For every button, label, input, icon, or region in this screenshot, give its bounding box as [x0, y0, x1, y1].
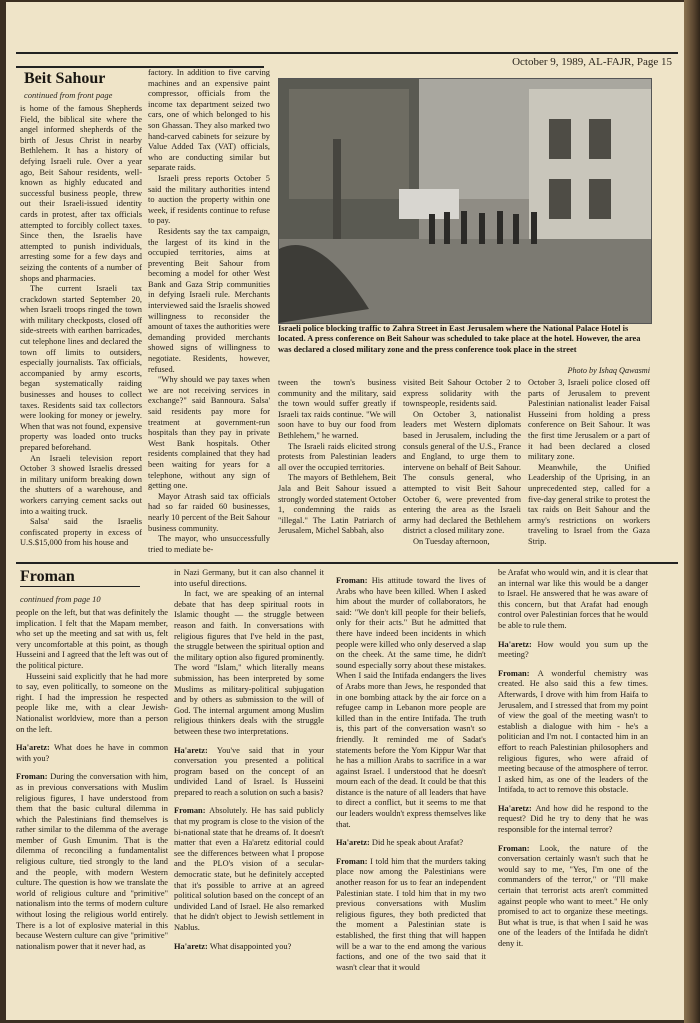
paragraph: The mayor, who unsuccessfully tried to mediate be-: [148, 534, 270, 554]
paragraph: Husseini said explicitly that he had more to say, even politically, to someone on the right. I had the impression he respected people like me, with a clear Jewish-Nationalist worldview, more than a person on the left.: [16, 671, 168, 734]
paragraph: visited Beit Sahour October 2 to express solidarity with the townspeople, residents said.: [403, 378, 521, 409]
speech-text: His attitude toward the lives of Arabs who have been killed. When I asked him about the murder of collaborators, he said: "We don't kill people for their beliefs, only for their acts." But he admitted that there have indeed been incidents in which people were killed who only deserved a slap on the cheek. At the same time, he didn't sound especially sorry about these mistakes. When I said the Intifada endangers the lives of Arabs more than Jews, he responded that in one bombing attack by the air force on a refugee camp in Lebanon more people are killed than in the entire Intifada. The truth is, this part of the conversation wasn't so friendly. It reminded me of Sadat's statements before the Yom Kippur War that he has a million Arabs to sacrifice in a war against Israel. I understood that he doesn't mourn each of the dead. It could be that this distance is the nature of all leaders that have to direct a conflict, but it seems to me that our leaders wouldn't express themselves like that.: [336, 576, 486, 829]
page-header: [16, 52, 678, 72]
paragraph: factory. In addition to five carving machines and an expensive paint compressor, officials from the income tax department seized two cars, one of which belonged to his son Ghassan. They also marked two hand-carved cabinets for seizure by Value Added Tax (VAT) officials, who are conducting similar but separate raids.: [148, 68, 270, 173]
speaker-label: Froman:: [336, 856, 371, 866]
speaker-label: Ha'aretz:: [174, 745, 217, 755]
paragraph: people on the left, but that was definitely the implication. I felt that the Mapam member, who set up the meeting and sat with us, felt very uncomfortable at this point, as though Husseini and I agreed that the left was out of the political picture.: [16, 608, 168, 670]
speech-text: Did he speak about Arafat?: [371, 838, 464, 848]
beit-sahour-headline: Beit Sahour: [24, 70, 106, 87]
paragraph: is home of the famous Shepherds Field, the biblical site where the angel informed shepherds of the birth of Jesus Christ in nearby Bethlehem. It has a history of defying Israeli rule. Over a year ago, Beit Sahour residents, well-known as highly educated and successful business people, threw out their Israeli-issued identity cards in protest, after tax officials attempted to forcibly collect taxes. Since then, the Israelis have attempted to punish individuals, arresting some for a few days and seizing the contents of a number of shops and pharmacies.: [20, 104, 142, 283]
interview-exchange: [498, 669, 648, 796]
speaker-label: Froman:: [174, 806, 210, 816]
paragraph: Residents say the tax campaign, the largest of its kind in the occupied territories, aims at preventing Beit Sahour from becoming a model for other West Bank and Gaza Strip communities in defying Israeli rule. Merchants interviewed said the Israelis showed willingness to reconsider the amount of taxes the authorities were demanding provided merchants showed signs of willingness to negotiate. Residents, however, refused.: [148, 226, 270, 374]
interview-exchange: [336, 576, 486, 830]
speech-text: A wonderful chemistry was created. He also said this a few times. Afterwards, I drove with him from Haifa to Jerusalem, and I stressed that from my point of view the goal of the meeting wasn't to establish a dialogue with him - he's a politician and I'm not. I contacted him in an effort to reach Palestinian philosophers and religious figures, who were afraid of meeting because of the atmosphere of terror. I asked him, as one of the leaders of the Intifada, to act to remove this obstacle.: [498, 668, 648, 795]
speaker-label: Ha'aretz:: [336, 838, 372, 848]
speech-text: What disappointed you?: [209, 941, 292, 951]
paragraph: Salsa' said the Israelis confiscated property in excess of U.S.$15,000 from his house and: [20, 517, 142, 548]
continued-note: continued from front page: [24, 90, 113, 100]
interview-exchange: [174, 746, 324, 799]
interview-exchange: [336, 838, 486, 849]
interview-exchange: [174, 942, 324, 953]
speaker-label: Ha'aretz:: [498, 803, 536, 813]
paragraph: October 3, Israeli police closed off parts of Jerusalem to prevent Palestinian nationalist leader Faisal Husseini from holding a press conference on Beit Sahour. It was the first time Jerusalem or a part of it had been declared a closed military zone.: [528, 378, 650, 462]
speech-text: I told him that the murders taking place now among the Palestinians were another reason for us to fear an independent Palestinian state. I told him that in my two previous conversations with Muslim religious figures, they both predicted that the moment a Palestinian state is established, the first thing that will happen will be a war to the end among the various factions, and one of the two said that it wasn't clear that it would: [336, 856, 486, 972]
interview-column: [174, 568, 324, 1018]
speech-text: Absolutely. He has said publicly that my program is close to the vision of the bi-national state that he dreams of. It doesn't matter that even a Ha'aretz editorial could see the differences between what I propose and the PLO's vision of a secular-democratic state, but he definitely accepted that it's possible to arrive at an agreed political solution based on the concept of an undivided Land of Israel. He also remarked that he didn't object to Jewish settlement in Nablus.: [174, 806, 324, 932]
paragraph: The current Israeli tax crackdown started September 20, when Israeli troops ringed the town with military checkposts, closed off side-streets with earthen barricades, cut telephone lines and declared the town off limits to outsiders, especially journalists. Tax officials, accompanied by army escorts, began systematically raiding businesses and houses to collect taxes. Residents said tax collectors were looking for money or jewelry. When that was not found, expensive property was loaded onto trucks prepared beforehand.: [20, 284, 142, 452]
interview-column: [336, 568, 486, 1018]
interview-exchange: [498, 640, 648, 661]
continued-note: continued from page 10: [20, 594, 101, 604]
newspaper-page: [6, 2, 686, 1020]
photo-street-scene: [279, 79, 651, 323]
paragraph: Israeli press reports October 5 said the military authorities intend to auction the property within one week, if residents continue to refuse to pay.: [148, 173, 270, 226]
speech-text: During the conversation with him, as in previous conversations with Muslim religious figures, I have understood from them that the basic cultural dilemma in which the Palestinians find themselves is rather similar to the dilemma of the average member of Gush Emunim. That is the dilemma of reconciling a fundamentalist religious culture, tied strongly to the land and the people, with modern Western culture. The question is how we translate the world of religious culture and "primitive" nationalism into the terms of modern culture without losing the religious world entirely. There is a lot of explosive material in this because Western culture can give "primitive" nationalism power that it never had, as: [16, 772, 168, 951]
paragraph: "Why should we pay taxes when we are not receiving services in exchange?" said Bannoura. Salsa' said residents pay more for treatment at government-run hospitals than they pay in private West Bank hospitals. Other residents complained that they had been waiting for years for a telephone, without any sign of getting one.: [148, 375, 270, 491]
photo-caption: Israeli police blocking traffic to Zahra Street in East Jerusalem where the National Palace Hotel is located. A press conference on Beit Sahour was scheduled to take place at the hotel. However, the area was declared a closed military zone and the press conference took place in the street: [278, 324, 641, 354]
speech-text: Look, the nature of the conversation certainly wasn't such that he would say to me, "Yes, I'm one of the commanders of the terror," or "I'll make certain that terrorist acts aren't committed against people who want to meet." He only promised to act to organize these meetings. But what is true, is that when I said he was one of the leaders of the Intifada he didn't deny it.: [498, 843, 648, 948]
news-photo: [278, 78, 652, 324]
paragraph: tween the town's business community and the military, said the town would suffer greatly if Israeli tax raids continue. "We will soon have to buy our food from Bethlehem," he warned.: [278, 378, 396, 440]
paragraph: Mayor Atrash said tax officials had so far raided 60 businesses, nearly 10 percent of the Beit Sahour business community.: [148, 491, 270, 533]
interview-exchange: [498, 844, 648, 950]
section-divider: [16, 562, 678, 564]
speaker-label: Ha'aretz:: [16, 743, 54, 753]
paragraph: On October 3, nationalist leaders met Western diplomats based in Jerusalem, including the consuls general of the U.S., France and England, to urge them to intervene on behalf of Beit Sahour. The consuls general, who attempted to visit Beit Sahour October 6, were prevented from entering the area as the Israeli army had declared the Bethlehem district a closed military zone.: [403, 409, 521, 536]
speech-text: What does he have in common with you?: [16, 743, 168, 763]
interview-column: [16, 608, 168, 1018]
article-column: [528, 378, 650, 559]
paragraph: The Israeli raids elicited strong protests from Palestinian leaders all over the occupied territories.: [278, 441, 396, 472]
paragraph: On Tuesday afternoon,: [413, 536, 490, 546]
paragraph: The mayors of Bethlehem, Beit Jala and Beit Sahour issued a strongly worded statement October 1, condemning the raids as "illegal." The Latin Patriarch of Jerusalem, Michel Sabbah, also: [278, 473, 396, 536]
interview-column: [498, 568, 648, 1018]
paragraph: Meanwhile, the Unified Leadership of the Uprising, in an unprecedented step, called for a five-day general strike to protest the tax raids on Beit Sahour and the army's restrictions on workers traveling to Israel from the Gaza Strip.: [528, 462, 650, 546]
paragraph: in Nazi Germany, but it can also channel it into useful directions.: [174, 568, 324, 588]
interview-exchange: [174, 806, 324, 933]
article-column: [278, 378, 396, 559]
speaker-label: Froman:: [336, 576, 372, 585]
speech-text: How would you sum up the meeting?: [498, 639, 648, 660]
interview-exchange: [16, 772, 168, 952]
article-column: [20, 104, 142, 559]
photo-credit: Photo by Ishaq Qawasmi: [567, 366, 650, 375]
paragraph: An Israeli television report October 3 showed Israelis dressed in military uniform breaking down the shutters of a warehouse, and workers carrying cement sacks out into a waiting truck.: [20, 453, 142, 516]
headline-rule: [20, 586, 140, 587]
speaker-label: Froman:: [16, 772, 51, 782]
article-column: [148, 68, 270, 559]
interview-exchange: [16, 743, 168, 764]
interview-exchange: [336, 857, 486, 974]
speech-text: And how did he respond to the request? Did he try to deny that he was responsible for the internal terror?: [498, 803, 648, 835]
speaker-label: Froman:: [498, 668, 538, 678]
paragraph: be Arafat who would win, and it is clear that an internal war like this would be a danger to Israel. He answered that he was aware of this concern, but that Arafat had enough control over Palestinian forces that he would be able to rule them.: [498, 568, 648, 630]
speech-text: You've said that in your conversation you presented a political program based on the concept of an undivided Land of Israel. Is Husseini prepared to reach a solution on such a basis?: [174, 745, 324, 797]
froman-headline: Froman: [20, 568, 75, 585]
page-folio: October 9, 1989, AL-FAJR, Page 15: [512, 56, 672, 68]
page-binding-edge: [684, 0, 700, 1023]
interview-exchange: [498, 804, 648, 836]
speaker-label: Ha'aretz:: [498, 639, 538, 649]
article-column: [403, 378, 521, 559]
paragraph: In fact, we are speaking of an internal debate that has deep spiritual roots in Islamic thought — the struggle between reason and faith. In conversations with religious figures that I've held in the past, the struggle between the spiritual option and the military option also figured prominently. The word "Islam," which literally means submission, has been interpreted by some Muslims as military-political subjugation and by others as submission to the will of God. The internal argument among Muslim religious thinkers deals with the struggle between these two interpretations.: [174, 589, 324, 736]
speaker-label: Froman:: [498, 843, 540, 853]
speaker-label: Ha'aretz:: [174, 941, 210, 951]
